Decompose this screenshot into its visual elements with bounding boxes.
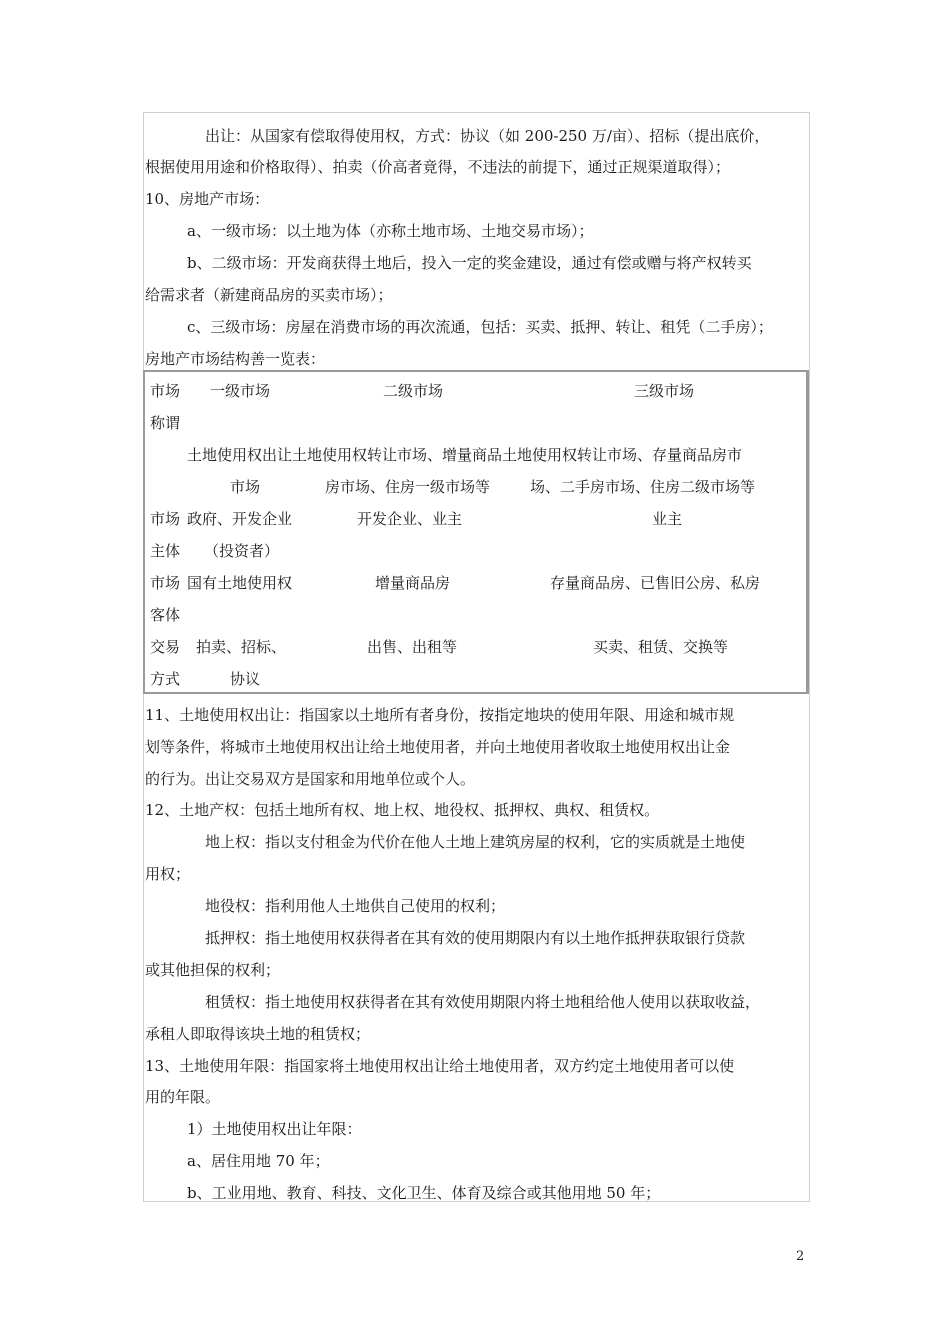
table-object-secondary: 增量商品房 — [375, 574, 451, 592]
table-mode-label-1: 交易 — [150, 638, 181, 656]
table-header-secondary: 二级市场 — [383, 382, 444, 400]
intro-line-1: 出让：从国家有偿取得使用权，方式：协议（如 200-250 万/亩）、招标（提出底价， — [205, 127, 770, 145]
table-mode-tertiary: 买卖、租赁、交换等 — [593, 638, 729, 656]
s10-item-b-line-2: 给需求者（新建商品房的买卖市场）； — [145, 286, 393, 304]
page-number: 2 — [796, 1249, 805, 1264]
s10-item-a: a、一级市场：以土地为体（亦称土地市场、土地交易市场）； — [187, 222, 594, 240]
table-name-tertiary: 场、二手房市场、住房二级市场等 — [530, 478, 756, 496]
section-11-line-2: 划等条件，将城市土地使用权出让给土地使用者，并向土地使用者收取土地使用权出让金 — [145, 738, 731, 756]
s10-item-c: c、三级市场：房屋在消费市场的再次流通，包括：买卖、抵押、转让、租凭（二手房）； — [187, 318, 773, 336]
table-mode-label-2: 方式 — [150, 670, 181, 688]
table-subject-secondary: 开发企业、业主 — [357, 510, 463, 528]
s12-mortgage-line-1: 抵押权：指土地使用权获得者在其有效的使用期限内有以土地作抵押获取银行贷款 — [205, 929, 746, 947]
table-subject-primary: 政府、开发企业 — [187, 510, 293, 528]
section-12-heading: 12、土地产权：包括土地所有权、地上权、地役权、抵押权、典权、租赁权。 — [145, 801, 660, 819]
s13-subheading: 1）土地使用权出让年限： — [187, 1120, 362, 1138]
table-object-tertiary: 存量商品房、已售旧公房、私房 — [550, 574, 761, 592]
section-11-line-3: 的行为。出让交易双方是国家和用地单位或个人。 — [145, 770, 476, 788]
table-name-secondary: 房市场、住房一级市场等 — [325, 478, 491, 496]
intro-line-2: 根据使用用途和价格取得）、拍卖（价高者竟得，不违法的前提下，通过正规渠道取得）； — [145, 158, 731, 176]
s12-lease-line-2: 承租人即取得该块土地的租赁权； — [145, 1025, 371, 1043]
table-mode-primary-2: 协议 — [230, 670, 261, 688]
section-11-line-1: 11、土地使用权出让：指国家以土地所有者身份，按指定地块的使用年限、用途和城市规 — [145, 706, 735, 724]
table-intro: 房地产市场结构善一览表： — [145, 350, 326, 368]
table-object-label-2: 客体 — [150, 606, 181, 624]
s10-item-b-line-1: b、二级市场：开发商获得土地后，投入一定的奖金建设，通过有偿或赠与将产权转买 — [187, 254, 752, 272]
s12-easement: 地役权：指利用他人土地供自己使用的权利； — [205, 897, 506, 915]
s12-lease-line-1: 租赁权：指土地使用权获得者在其有效使用期限内将土地租给他人使用以获取收益， — [205, 993, 761, 1011]
table-header-label-1: 市场 — [150, 382, 181, 400]
table-name-primary: 市场 — [230, 478, 261, 496]
table-subject-label-2: 主体 — [150, 542, 181, 560]
table-subject-tertiary: 业主 — [652, 510, 683, 528]
s13-item-a: a、居住用地 70 年； — [187, 1152, 330, 1170]
table-subject-primary-note: （投资者） — [204, 542, 280, 560]
s13-item-b: b、工业用地、教育、科技、文化卫生、体育及综合或其他用地 50 年； — [187, 1184, 661, 1202]
table-subject-label-1: 市场 — [150, 510, 181, 528]
s12-surface-right-line-1: 地上权：指以支付租金为代价在他人土地上建筑房屋的权利，它的实质就是土地使 — [205, 833, 746, 851]
s12-mortgage-line-2: 或其他担保的权利； — [145, 961, 281, 979]
section-10-heading: 10、房地产市场： — [145, 190, 270, 208]
table-header-tertiary: 三级市场 — [634, 382, 695, 400]
table-header-primary: 一级市场 — [210, 382, 271, 400]
section-13-line-2: 用的年限。 — [145, 1088, 221, 1106]
table-mode-primary: 拍卖、招标、 — [196, 638, 287, 656]
s12-surface-right-line-2: 用权； — [145, 865, 191, 883]
table-mode-secondary: 出售、出租等 — [367, 638, 458, 656]
table-header-label-2: 称谓 — [150, 414, 181, 432]
section-13-line-1: 13、土地使用年限：指国家将土地使用权出让给土地使用者，双方约定土地使用者可以使 — [145, 1057, 735, 1075]
table-object-label-1: 市场 — [150, 574, 181, 592]
table-name-row-line-1: 土地使用权出让土地使用权转让市场、增量商品土地使用权转让市场、存量商品房市 — [187, 446, 743, 464]
table-object-primary: 国有土地使用权 — [187, 574, 293, 592]
